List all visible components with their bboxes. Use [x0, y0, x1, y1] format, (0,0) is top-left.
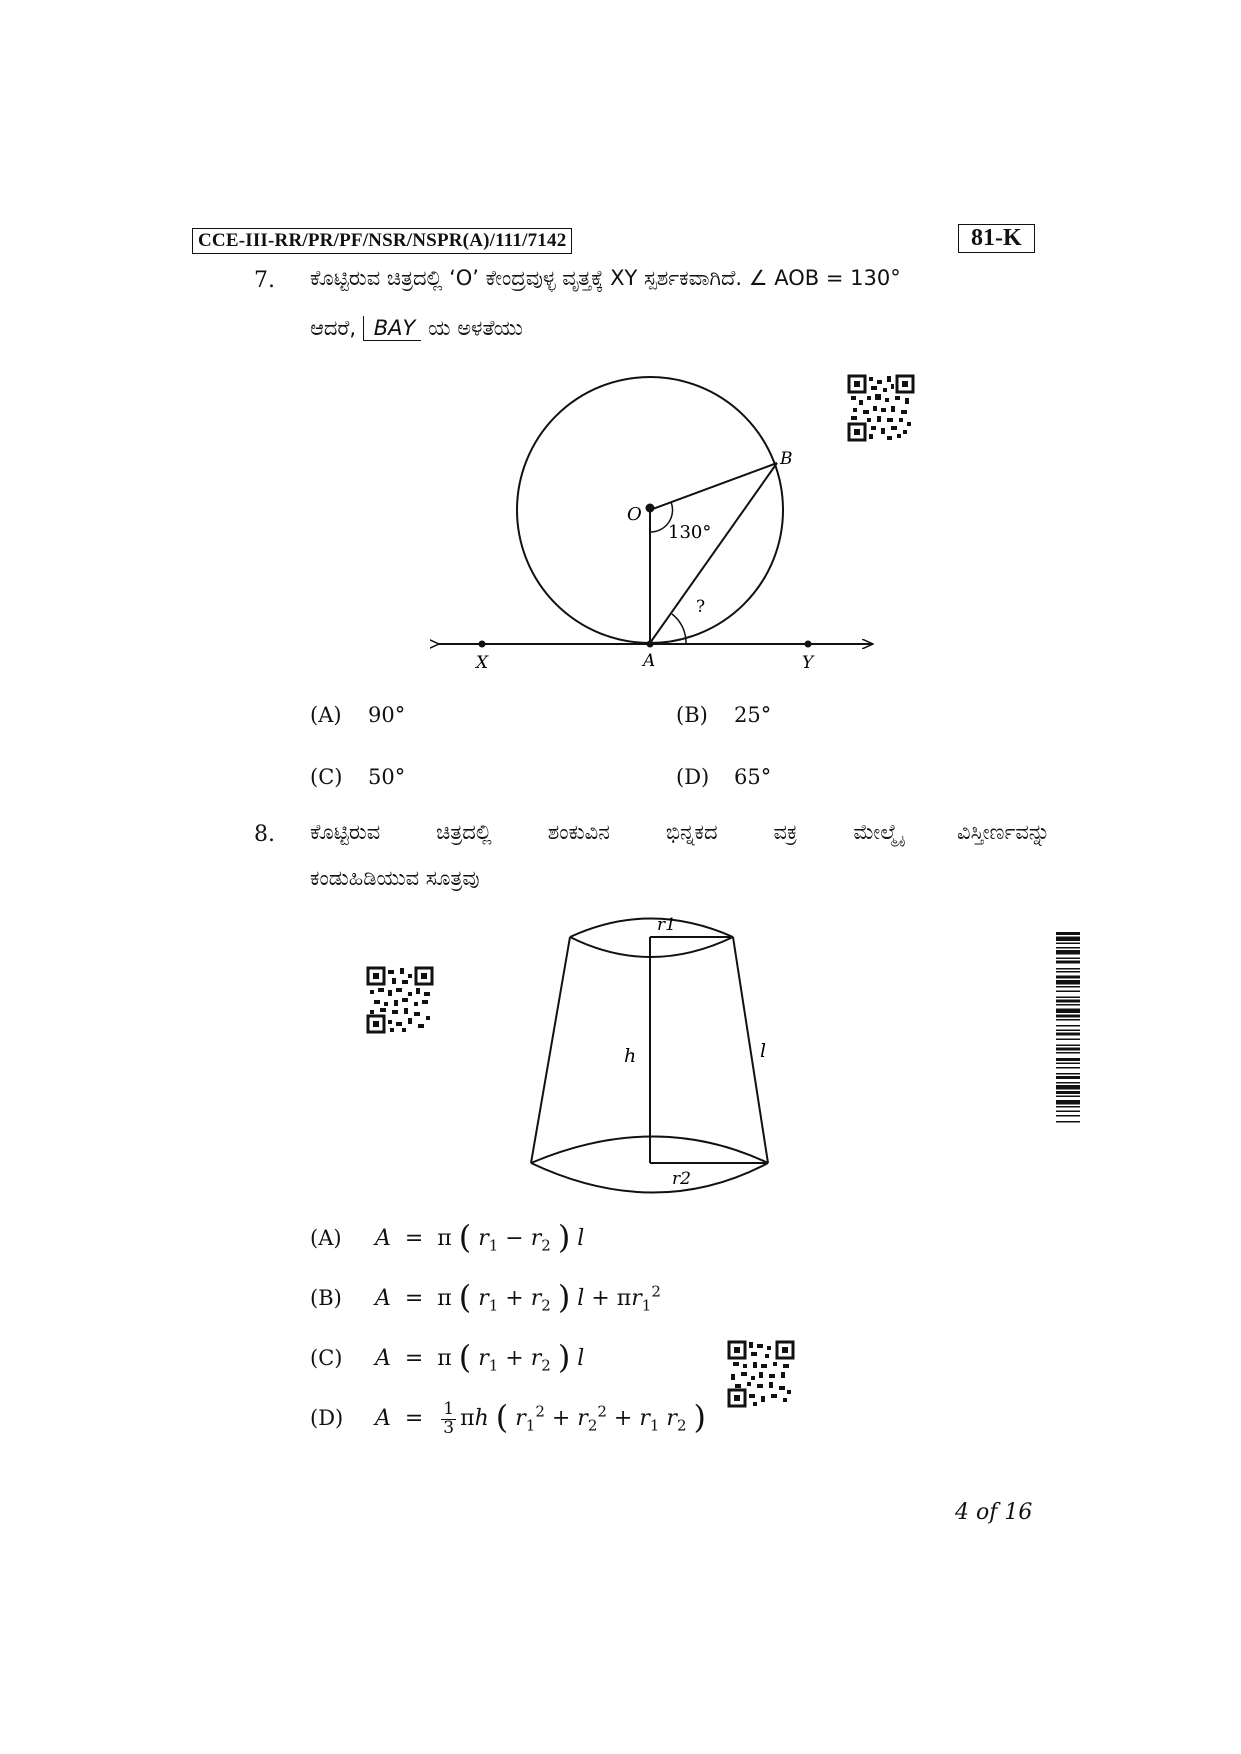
option-label: (B) — [310, 1286, 342, 1310]
option-value: 25° — [734, 703, 772, 727]
formula-b: A = π ( $r_1 + r_2$ ) $l + \pi r_1^2$ — [375, 1278, 661, 1316]
label-a: A — [643, 651, 656, 671]
formula-c: A = π ( $r_1 + r_2$ ) l — [375, 1338, 585, 1376]
question-7-line2 — [310, 314, 523, 343]
formula-d: A = $\frac{1}{3}$ πh ( $r_1^2 + r_2^2 + r_1$ $r_2$ ) — [375, 1398, 706, 1438]
q7-option-c[interactable] — [310, 765, 405, 789]
point-x — [479, 641, 486, 648]
question-8-number: 8. — [254, 822, 275, 847]
question-8-line1: ಕೊಟ್ಟಿರುವ ಚಿತ್ರದಲ್ಲಿ ಶಂಕುವಿನ ಭಿನ್ನಕದ ವಕ್ರ ಮೇಲ್ಮೈ ವಿಸ್ತೀರ್ಣವನ್ನು — [310, 820, 1050, 844]
option-label: (A) — [310, 1226, 342, 1250]
radius-ob — [650, 463, 777, 510]
option-value: 65° — [734, 765, 772, 789]
label-r1: r1 — [657, 915, 676, 935]
left-slant — [531, 937, 570, 1163]
label-unknown-angle: ? — [696, 597, 706, 617]
q7-option-b[interactable] — [676, 703, 771, 727]
question-8-line2: ಕಂಡುಹಿಡಿಯುವ ಸೂತ್ರವು — [310, 866, 480, 890]
q7-option-a[interactable] — [310, 703, 405, 727]
option-label: (C) — [310, 765, 343, 789]
label-angle-130: 130° — [668, 522, 712, 543]
option-label: (D) — [310, 1406, 344, 1430]
option-label: (A) — [310, 703, 342, 727]
q8-option-b[interactable] — [310, 1278, 661, 1316]
option-value: 50° — [368, 765, 406, 789]
q8-option-c[interactable] — [310, 1338, 584, 1376]
qr-code-2 — [366, 966, 434, 1034]
question-7-number: 7. — [254, 268, 275, 293]
q8-option-d[interactable] — [310, 1398, 706, 1437]
option-label: (D) — [676, 765, 710, 789]
barcode — [1056, 930, 1080, 1290]
question-7-line2-pre: ಆದರೆ, — [310, 316, 357, 340]
angle-bay-label: BAY — [363, 316, 422, 341]
label-o: O — [627, 504, 642, 525]
point-a — [647, 641, 654, 648]
label-h: h — [624, 1045, 637, 1067]
label-b: B — [780, 449, 793, 469]
page-number: 4 of 16 — [955, 1500, 1033, 1525]
bottom-ellipse-front — [531, 1163, 768, 1193]
circle-tangent-figure — [430, 370, 880, 680]
option-value: 90° — [368, 703, 406, 727]
frustum-figure — [520, 900, 790, 1210]
top-ellipse-back — [570, 919, 733, 938]
qr-code-3 — [727, 1340, 795, 1408]
formula-a: A = π ( $r_1 - r_2$ ) l — [375, 1218, 585, 1256]
question-7-line1: ಕೊಟ್ಟಿರುವ ಚಿತ್ರದಲ್ಲಿ ‘O’ ಕೇಂದ್ರವುಳ್ಳ ವೃತ್ತಕ್ಕೆ XY ಸ್ಪರ್ಶಕವಾಗಿದೆ. ∠ AOB = 130° — [310, 266, 901, 290]
q8-option-a[interactable] — [310, 1218, 584, 1256]
chord-ab — [650, 463, 777, 643]
option-label: (B) — [676, 703, 708, 727]
center-point-o — [646, 504, 655, 513]
top-ellipse-front — [570, 937, 733, 957]
label-r2: r2 — [672, 1169, 691, 1189]
paper-code: 81-K — [958, 224, 1035, 253]
question-7-line2-post: ಯ ಅಳತೆಯು — [428, 316, 523, 340]
label-l: l — [760, 1040, 767, 1062]
label-x: X — [476, 653, 489, 673]
option-label: (C) — [310, 1346, 343, 1370]
label-y: Y — [802, 653, 814, 673]
exam-code: CCE-III-RR/PR/PF/NSR/NSPR(A)/111/7142 — [192, 228, 572, 254]
point-y — [805, 641, 812, 648]
q7-option-d[interactable] — [676, 765, 771, 789]
